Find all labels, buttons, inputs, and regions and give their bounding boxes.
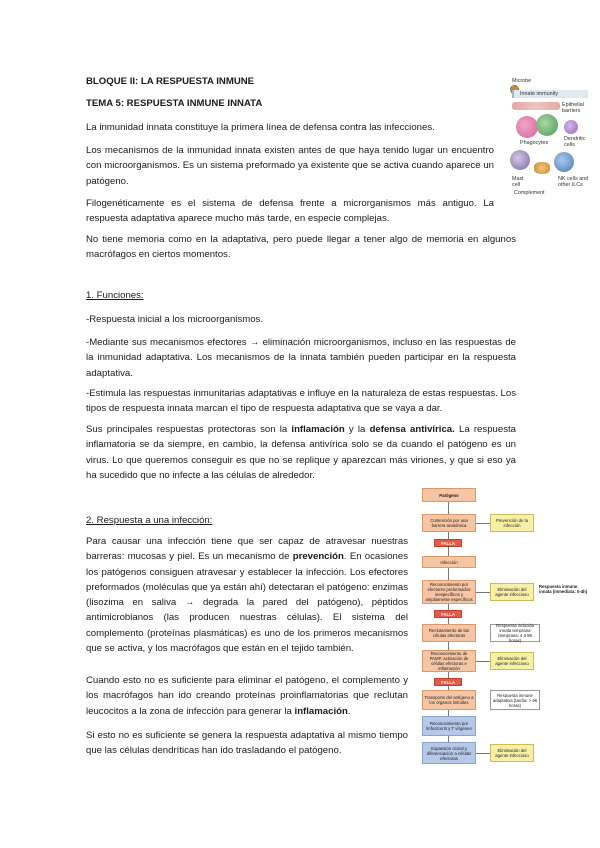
containment-box: Contención por una barrera anatómica [422, 514, 476, 532]
block-title: BLOQUE II: LA RESPUESTA INMUNE [86, 76, 255, 87]
fail-box-1: FALLA [434, 539, 462, 547]
mast-cell-label: Mast cell [512, 176, 524, 188]
protective-text-e: La respuesta inflamatoria se da siempre, en cambio, la defensa antivírica solo se da cuando el patógeno es un virus. Lo que queremos conseguir es que no se replique y aparezcan más viriones, y que si eso ya ha sucedido que no infecte a las células de alrededor. [86, 424, 516, 481]
elimination-box-1: Eliminación del agente infeccioso [490, 583, 534, 601]
phagocytes-label: Phagocytes [520, 140, 549, 146]
section-1-title: 1. Funciones: [86, 290, 144, 301]
section-2-title: 2. Respuesta a una infección: [86, 515, 213, 526]
recognition-box: Reconocimiento por efectores preformados inespecíficos y ampliamente específicos [422, 580, 476, 604]
connector-expansion-elimination [476, 753, 490, 754]
intro-paragraph-4: No tiene memoria como en la adaptativa, pero puede llegar a tener algo de memoria en algunos macrófagos en ciertos momentos. [86, 234, 516, 261]
complement-icon [534, 162, 550, 174]
elimination-box-3: Eliminación del agente infeccioso [490, 744, 534, 762]
epithelial-barrier-icon [512, 102, 560, 110]
antigen-transport-box: Transporte del antígeno a los órganos linfoides [422, 690, 476, 710]
microbe-label: Microbe [512, 78, 532, 84]
infection-text-a: Para causar una infección tiene que ser capaz de atravesar nuestras barreras: mucosas y piel. Es un mecanismo de [86, 536, 408, 563]
intro-paragraph-1: La inmunidad innata constituye la primera línea de defensa contra las infecciones. [86, 122, 435, 133]
infection-paragraph-2 [86, 673, 408, 719]
infection-paragraph-3: Si esto no es suficiente se genera la respuesta adaptativa al mismo tiempo que las células dendríticas han ido trasladando el patógeno. [86, 730, 408, 757]
pamp-recognition-box: Reconocimiento de PAMP, activación de células efectoras e inflamación [422, 650, 476, 672]
inflammation-bold: inflamación [291, 424, 345, 435]
infection-paragraph-1 [86, 534, 408, 656]
fail-box-3: FALLA [434, 678, 462, 686]
functions-item-3: -Estimula las respuestas inmunitarias adaptativas e influye en la naturaleza de estas respuestas. Los tipos de respuesta innata marcan el tipo de respuesta adaptativa que se vaya a dar. [86, 388, 516, 415]
nk-cell-icon [554, 152, 574, 172]
connector-containment-prevention [476, 523, 490, 524]
clonal-expansion-box: Expansión clonal y diferenciación a células efectoras [422, 742, 476, 764]
protective-text-a: Sus principales respuestas protectoras son la [86, 424, 292, 435]
dendritic-cell-icon [564, 120, 578, 134]
macrophage-icon [536, 114, 558, 136]
prevention-bold: prevención [292, 551, 344, 563]
connector-pamp-elimination [476, 661, 490, 662]
fail-box-2: FALLA [434, 610, 462, 618]
protective-responses-paragraph [86, 422, 516, 483]
recruitment-box: Reclutamiento de las células efectoras [422, 624, 476, 642]
elimination-box-2: Eliminación del agente infeccioso [490, 652, 534, 670]
epithelial-label: Epithelial barriers [562, 102, 584, 114]
adaptive-response-box: Respuesta inmune adaptativa (tardía: > 96 horas) [490, 690, 540, 710]
nk-cells-label: NK cells and other ILCs [558, 176, 589, 188]
functions-item-1: -Respuesta inicial a los microorganismos. [86, 314, 264, 325]
induced-response-box: Respuesta inducida innata temprana (temprana: 4 a 96 horas) [490, 624, 540, 642]
prevention-box: Prevención de la infección [490, 514, 534, 532]
complement-label: Complement [514, 190, 545, 196]
dendritic-label: Dendritic cells [564, 136, 586, 148]
infection-response-flowchart [418, 484, 596, 774]
protective-text-c: y la [344, 424, 370, 435]
innate-immunity-label: Innate immunity [520, 91, 559, 97]
topic-title: TEMA 5: RESPUESTA INMUNE INNATA [86, 98, 263, 109]
infection-box: Infección [422, 556, 476, 568]
phagocyte-icon [516, 116, 538, 138]
inflammation-text-a: Cuando esto no es suficiente para eliminar el patógeno, el complemento y los macrófagos han ido creando proteínas proinflamatorias que reclutan leucocitos a la zona de infección para generar la [86, 675, 408, 717]
intro-paragraph-2: Los mecanismos de la inmunidad innata existen antes de que haya tenido lugar un encuentro con microorganismos. Es un sistema preformado ya existente que se activa cuando aparece un patógeno. [86, 145, 494, 187]
lymphocyte-recognition-box: Reconocimiento por linfocitos B y T vírgenes [422, 716, 476, 736]
infection-text-c: . En ocasiones los patógenos consiguen atravesar y establecer la infección. Los efectores preformados (moléculas que ya están ahí) detectaran el patógeno: enzimas (lisozima en saliva → degrada la pared del patógeno), péptidos antimicrobianos (las producen nuestras células). El sistema del complemento (proteínas plasmáticas) es uno de los primeros mecanismos que se activa, y los macrófagos que están en el tejido también. [86, 551, 408, 655]
connector-recognition-elimination [476, 592, 490, 593]
inflammation-text-c: . [347, 705, 351, 717]
inflammation-bold-2: inflamación [294, 705, 348, 717]
functions-item-2: -Mediante sus mecanismos efectores → eliminación microorganismos, incluso en las respuestas de la inmunidad adaptativa. Los mecanismos de la innata también pueden participar en la respuesta adaptativa. [86, 337, 516, 379]
mast-cell-icon [510, 150, 530, 170]
intro-paragraph-3: Filogenéticamente es el sistema de defensa frente a microrganismos más antiguo. La respuesta adaptativa aparece mucho más tarde, en especie complejas. [86, 198, 494, 225]
antiviral-defense-bold: defensa antivírica. [369, 424, 455, 435]
innate-immunity-figure [506, 78, 592, 220]
pathogen-box: Patógeno [422, 488, 476, 502]
innate-response-box: Respuesta inmune innata (inmediata: 0-4h) [538, 580, 592, 598]
